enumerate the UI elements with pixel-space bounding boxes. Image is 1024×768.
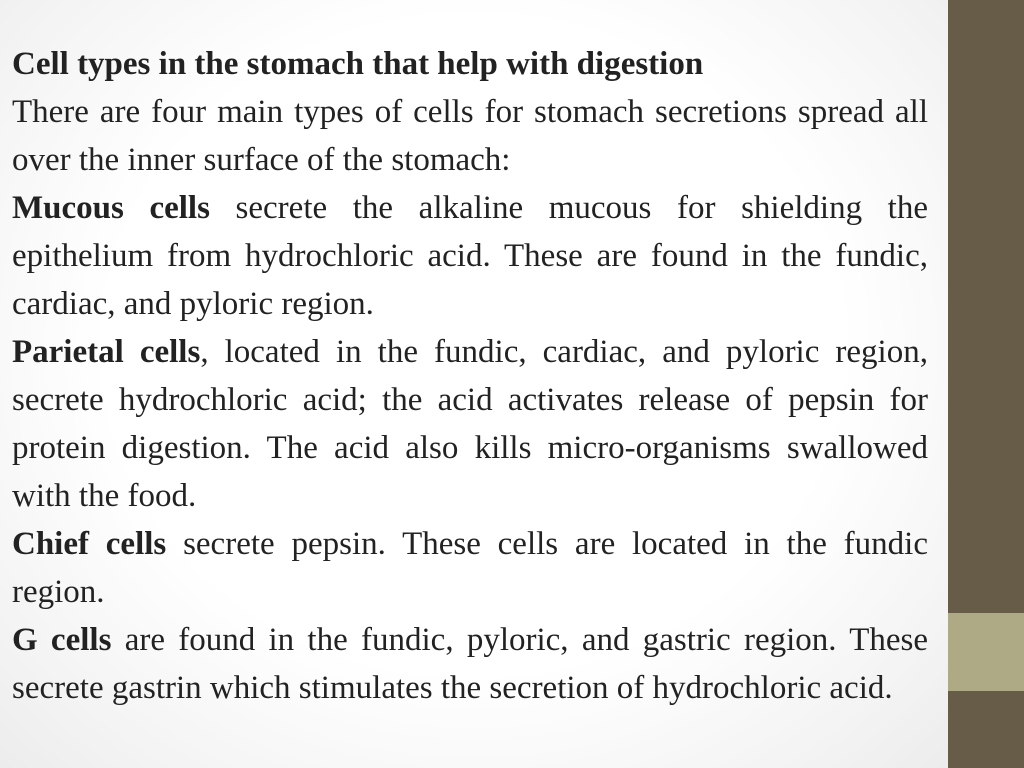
g-cells-term: G cells [12,622,112,658]
chief-cells-paragraph [12,520,928,616]
slide-content [12,40,928,712]
mucous-cells-paragraph [12,184,928,328]
parietal-cells-paragraph [12,328,928,520]
mucous-cells-term: Mucous cells [12,190,210,226]
g-cells-description: are found in the fundic, pyloric, and gastric region. These secrete gastrin which stimulates the secretion of hydrochloric acid. [12,622,928,706]
intro-paragraph: There are four main types of cells for stomach secretions spread all over the inner surface of the stomach: [12,94,928,178]
chief-cells-description: secrete pepsin. These cells are located in the fundic region. [12,526,928,610]
slide-title: Cell types in the stomach that help with digestion [12,46,704,82]
chief-cells-term: Chief cells [12,526,167,562]
mucous-cells-description: secrete the alkaline mucous for shielding the epithelium from hydrochloric acid. These are found in the fundic, cardiac, and pyloric region. [12,190,928,322]
parietal-cells-term: Parietal cells [12,334,201,370]
side-accent-block [948,613,1024,691]
g-cells-paragraph [12,616,928,712]
parietal-cells-description: , located in the fundic, cardiac, and pyloric region, secrete hydrochloric acid; the acid activates release of pepsin for protein digestion. The acid also kills micro-organisms swallowed with the food. [12,334,928,514]
